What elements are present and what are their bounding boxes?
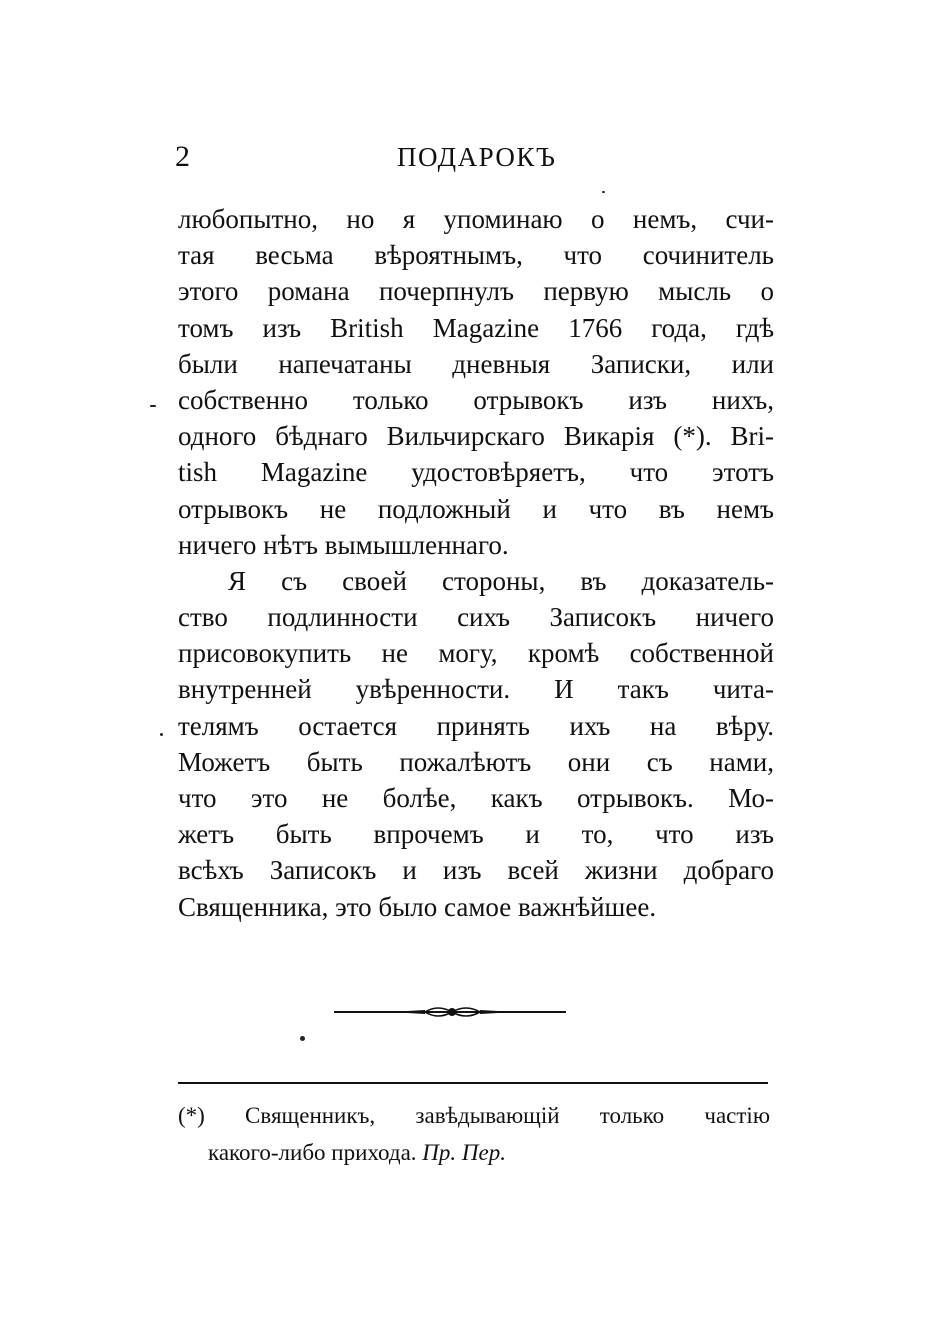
text-line: Я съ своей стороны, въ доказатель-: [228, 565, 774, 596]
page-header: [175, 140, 775, 180]
page-number: 2: [175, 140, 190, 173]
text-line: любопытно, но я упоминаю о немъ, счи-: [178, 204, 774, 234]
text-line: внутренней увѣренности. И такъ чита-: [178, 674, 774, 705]
text-line: этого романа почерпнулъ первую мысль о: [178, 276, 774, 307]
footnote-line: [178, 1134, 770, 1171]
text-line: отрывокъ не подложный и что въ немъ: [178, 493, 774, 524]
text-line: Священника, это было самое важнѣйшее.: [178, 891, 657, 922]
text-line: одного бѣднаго Вильчирскаго Викарія (*). Bri-: [178, 421, 774, 452]
text-line: собственно только отрывокъ изъ нихъ,: [178, 384, 774, 415]
footnote-rule: [178, 1082, 768, 1084]
text-line: присовокупить не могу, кромѣ собственной: [178, 638, 774, 669]
print-speck: [300, 1036, 305, 1041]
print-speck: [602, 191, 605, 193]
translator-note: Пр. Пер.: [422, 1140, 506, 1165]
body-text: [178, 201, 774, 925]
running-title: ПОДАРОКЪ: [397, 142, 557, 172]
footnote-text: Священникъ, завѣдывающій только частію: [245, 1103, 770, 1128]
text-line: что это не болѣе, какъ отрывокъ. Мо-: [178, 783, 774, 813]
footnote-line: [178, 1097, 770, 1134]
text-line: всѣхъ Записокъ и изъ всей жизни добраго: [178, 855, 774, 886]
footnote-text: какого-либо прихода.: [208, 1140, 417, 1165]
text-line: tish Magazine удостовѣряетъ, что этотъ: [178, 457, 774, 488]
text-line: Можетъ быть пожалѣютъ они съ нами,: [178, 746, 774, 777]
text-line: ничего нѣтъ вымышленнаго.: [178, 529, 509, 560]
text-line: тая весьма вѣроятнымъ, что сочинитель: [178, 240, 774, 271]
text-line: были напечатаны дневныя Записки, или: [178, 348, 774, 379]
text-line: телямъ остается принять ихъ на вѣру.: [178, 710, 774, 741]
footnote: [178, 1097, 770, 1171]
text-line: ство подлинности сихъ Записокъ ничего: [178, 602, 774, 633]
ornament-divider: [330, 1001, 570, 1023]
print-speck: [150, 405, 156, 407]
footnote-marker: (*): [178, 1103, 205, 1128]
text-line: томъ изъ British Magazine 1766 года, гдѣ: [178, 312, 774, 343]
print-speck: [160, 733, 163, 736]
text-line: жетъ быть впрочемъ и то, что изъ: [178, 819, 774, 850]
